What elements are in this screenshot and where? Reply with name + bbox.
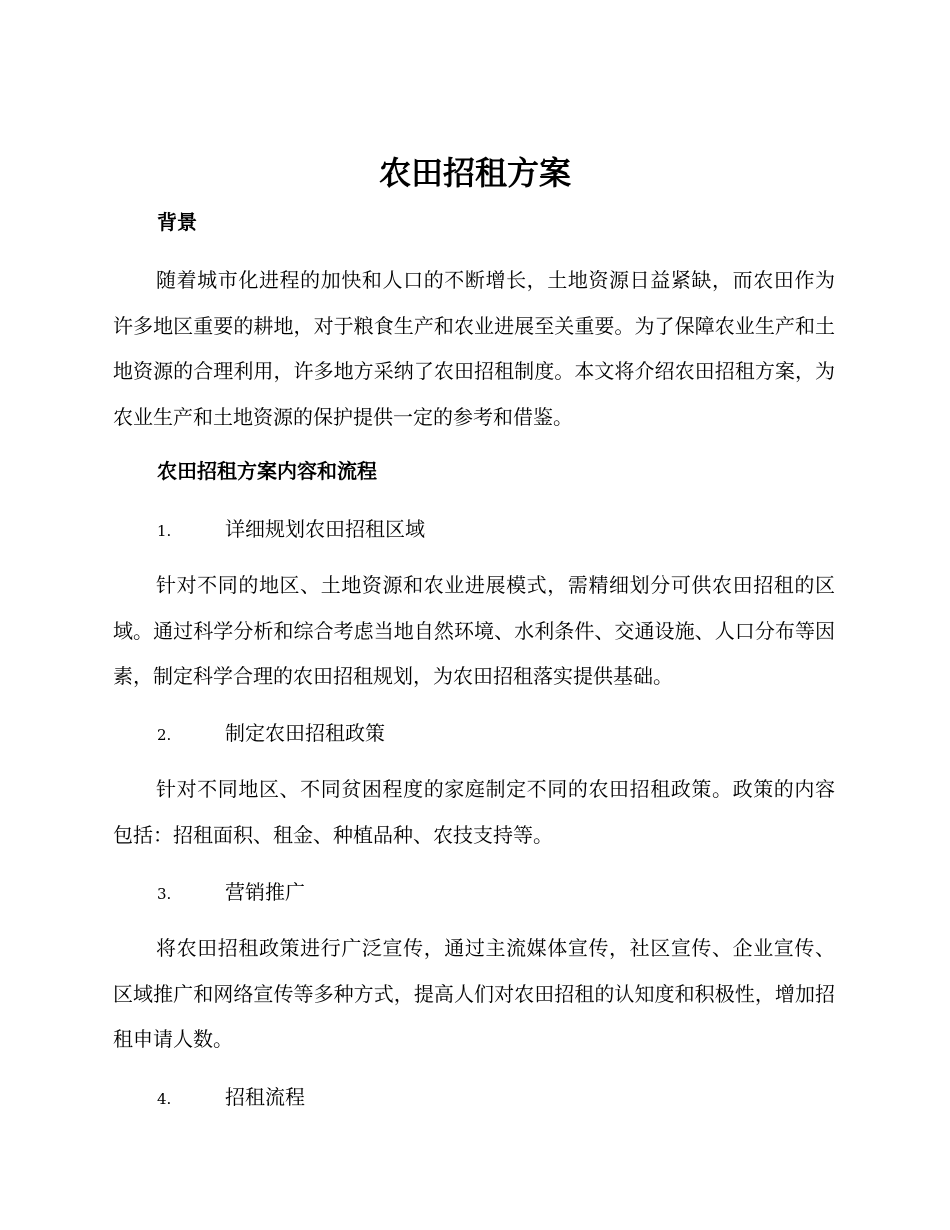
list-item-paragraph: 将农田招租政策进行广泛宣传，通过主流媒体宣传，社区宣传、企业宣传、区域推广和网络宣传等多种方式，提高人们对农田招租的认知度和积极性，增加招租申请人数。 bbox=[113, 936, 835, 1051]
intro-paragraph: 随着城市化进程的加快和人口的不断增长，土地资源日益紧缺，而农田作为许多地区重要的耕地，对于粮食生产和农业进展至关重要。为了保障农业生产和土地资源的合理利用，许多地方采纳了农田招租制度。本文将介绍农田招租方案，为农业生产和土地资源的保护提供一定的参考和借鉴。 bbox=[113, 268, 835, 429]
list-item-title: 详细规划农田招租区域 bbox=[225, 517, 425, 541]
list-number: 1. bbox=[157, 522, 172, 540]
list-item-4 bbox=[157, 1082, 305, 1114]
list-item-title: 制定农田招租政策 bbox=[225, 721, 385, 745]
list-number: 3. bbox=[157, 885, 172, 903]
section-heading-background: 背景 bbox=[157, 210, 197, 234]
list-number: 2. bbox=[157, 726, 172, 744]
list-item-title: 营销推广 bbox=[225, 880, 305, 904]
list-item-paragraph: 针对不同地区、不同贫困程度的家庭制定不同的农田招租政策。政策的内容包括：招租面积、租金、种植品种、农技支持等。 bbox=[113, 777, 835, 847]
list-number: 4. bbox=[157, 1090, 172, 1108]
list-item-2 bbox=[157, 718, 385, 750]
section-heading-content: 农田招租方案内容和流程 bbox=[157, 459, 377, 483]
list-item-title: 招租流程 bbox=[225, 1085, 305, 1109]
list-item-paragraph: 针对不同的地区、土地资源和农业进展模式，需精细划分可供农田招租的区域。通过科学分析和综合考虑当地自然环境、水利条件、交通设施、人口分布等因素，制定科学合理的农田招租规划，为农田招租落实提供基础。 bbox=[113, 573, 835, 688]
list-item-1 bbox=[157, 514, 425, 546]
list-item-3 bbox=[157, 877, 305, 909]
document-title: 农田招租方案 bbox=[378, 154, 571, 192]
